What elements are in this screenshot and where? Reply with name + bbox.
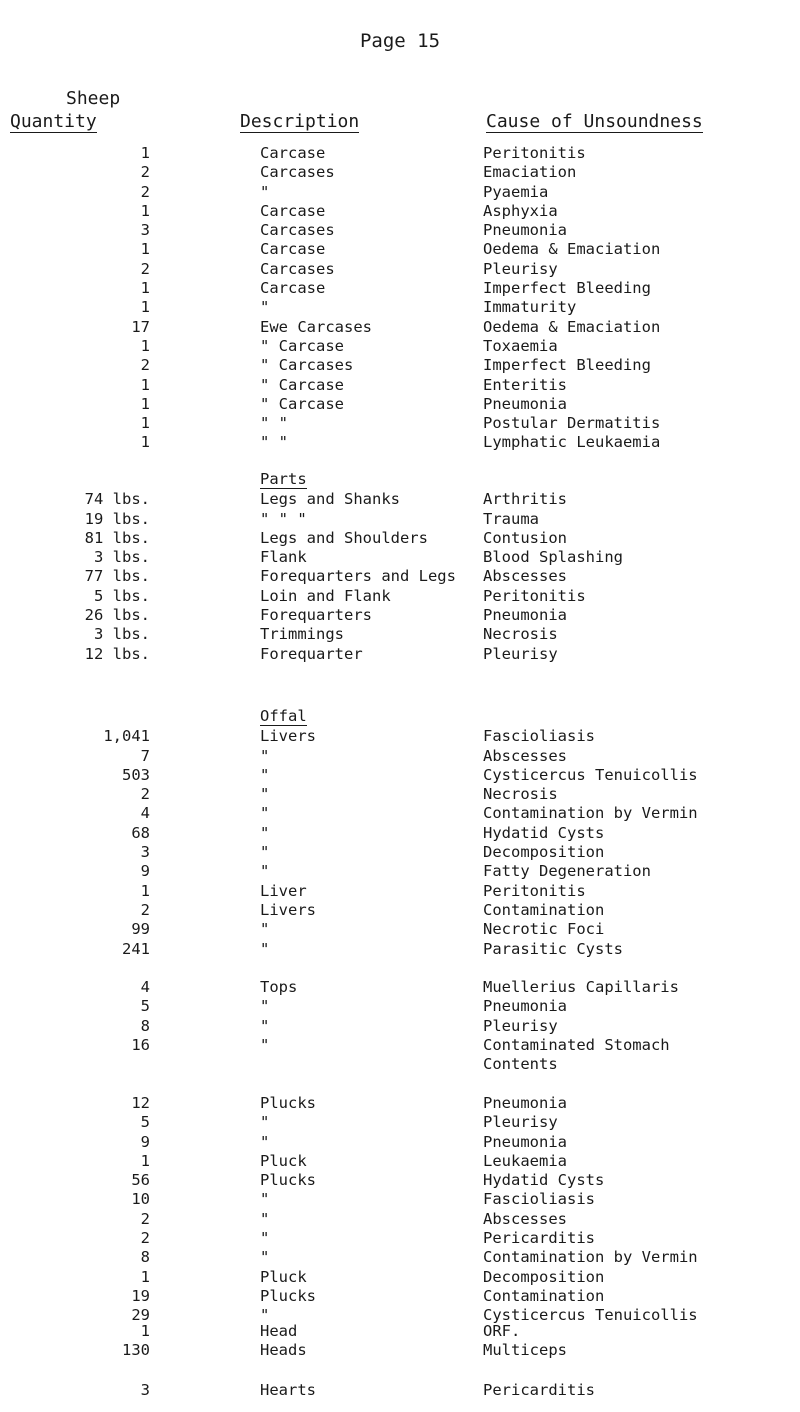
table-row [0, 279, 800, 298]
description-cell: Carcases [260, 163, 335, 182]
quantity-cell: 5 [140, 997, 150, 1016]
cause-cell: Contamination [483, 1286, 605, 1305]
table-row [0, 1036, 800, 1055]
quantity-cell: 10 [131, 1190, 150, 1209]
description-cell: Plucks [260, 1286, 316, 1305]
table-row [0, 1268, 800, 1287]
description-cell: Head [260, 1322, 298, 1340]
quantity-cell: 1 [140, 414, 150, 433]
cause-cell: Contamination by Vermin [483, 1248, 698, 1267]
description-cell: Flank [260, 548, 307, 567]
heads-section [0, 1322, 800, 1361]
cause-cell: Emaciation [483, 163, 577, 182]
quantity-cell: 8 [140, 1248, 150, 1267]
cause-header: Cause of Unsoundness [486, 111, 703, 132]
cause-cell: Pneumonia [483, 1094, 567, 1112]
table-row [0, 727, 800, 746]
description-cell: " [260, 843, 270, 862]
table-row [0, 490, 800, 509]
quantity-cell: 2 [140, 900, 150, 919]
cause-cell: Cysticercus Tenuicollis [483, 1306, 698, 1325]
table-row [0, 1210, 800, 1229]
quantity-cell: 1 [140, 1267, 150, 1286]
description-cell: " [260, 765, 270, 784]
quantity-cell: 26 lbs. [84, 606, 150, 625]
animal-subtitle: Sheep [66, 88, 121, 109]
table-row [0, 645, 800, 664]
table-row [0, 1171, 800, 1190]
description-cell: Plucks [260, 1094, 316, 1112]
quantity-cell: 17 [131, 317, 150, 336]
quantity-cell: 1 [140, 433, 150, 452]
cause-cell: Pneumonia [483, 221, 567, 240]
quantity-cell: 1 [140, 298, 150, 317]
cause-cell: Pleurisy [483, 1016, 558, 1035]
table-row [0, 747, 800, 766]
table-row [0, 766, 800, 785]
quantity-cell: 130 [122, 1341, 150, 1360]
cause-cell: Fatty Degeneration [483, 862, 651, 881]
table-row [0, 882, 800, 901]
cause-cell: Pleurisy [483, 644, 558, 663]
cause-cell: Immaturity [483, 298, 577, 317]
quantity-cell: 3 [140, 1381, 150, 1399]
description-cell: " [260, 1016, 270, 1035]
table-row [0, 901, 800, 920]
table-row [0, 843, 800, 862]
cause-cell: Toxaemia [483, 336, 558, 355]
cause-cell: Abscesses [483, 746, 567, 765]
description-cell: Forequarters [260, 606, 372, 625]
description-cell: " [260, 1248, 270, 1267]
cause-cell: Contamination by Vermin [483, 804, 698, 823]
description-cell: Hearts [260, 1381, 316, 1399]
description-cell: Legs and Shanks [260, 490, 400, 509]
cause-cell: Asphyxia [483, 201, 558, 220]
table-row [0, 862, 800, 881]
cause-cell: Muellerius Capillaris [483, 978, 679, 996]
quantity-cell: 19 [131, 1286, 150, 1305]
quantity-cell: 1 [140, 240, 150, 259]
offal-section [0, 708, 800, 959]
quantity-cell: 7 [140, 746, 150, 765]
description-cell: " [260, 1035, 270, 1054]
table-row [0, 1248, 800, 1267]
cause-cell: Peritonitis [483, 881, 586, 900]
quantity-cell: 3 lbs. [94, 548, 150, 567]
cause-cell: Contusion [483, 528, 567, 547]
quantity-cell: 3 [140, 221, 150, 240]
cause-cell: Necrotic Foci [483, 920, 605, 939]
description-cell: Legs and Shoulders [260, 528, 428, 547]
table-row [0, 1322, 800, 1341]
description-cell: " [260, 298, 270, 317]
cause-cell: Cysticercus Tenuicollis [483, 765, 698, 784]
cause-cell: Pyaemia [483, 182, 549, 201]
quantity-cell: 1,041 [103, 727, 150, 746]
cause-cell: Pneumonia [483, 606, 567, 625]
parts-section [0, 471, 800, 664]
quantity-cell: 99 [131, 920, 150, 939]
quantity-cell: 56 [131, 1171, 150, 1190]
carcases-section [0, 144, 800, 453]
description-cell: " [260, 939, 270, 958]
description-cell: " " [260, 414, 288, 433]
table-row [0, 414, 800, 433]
quantity-cell: 2 [140, 785, 150, 804]
table-row [0, 356, 800, 375]
cause-cell: Contents [483, 1055, 558, 1074]
description-cell: " [260, 823, 270, 842]
table-row [0, 298, 800, 317]
table-row [0, 587, 800, 606]
cause-cell: Fascioliasis [483, 1190, 595, 1209]
description-cell: " [260, 804, 270, 823]
quantity-cell: 1 [140, 336, 150, 355]
cause-cell: Pleurisy [483, 1113, 558, 1132]
table-row [0, 785, 800, 804]
cause-cell: Contaminated Stomach [483, 1035, 670, 1054]
page-number: Page 15 [359, 30, 441, 52]
cause-cell: Abscesses [483, 567, 567, 586]
cause-cell: Pneumonia [483, 997, 567, 1016]
table-row [0, 1017, 800, 1036]
table-row [0, 144, 800, 163]
quantity-cell: 68 [131, 823, 150, 842]
table-row [0, 804, 800, 823]
cause-cell: Pneumonia [483, 1132, 567, 1151]
description-cell: Pluck [260, 1267, 307, 1286]
parts-heading-row [0, 471, 800, 490]
parts-rows [0, 490, 800, 664]
table-row [0, 606, 800, 625]
table-row [0, 376, 800, 395]
description-cell: Tops [260, 978, 298, 996]
table-row [0, 824, 800, 843]
cause-cell: Leukaemia [483, 1151, 567, 1170]
cause-cell: Decomposition [483, 843, 605, 862]
description-cell: Plucks [260, 1171, 316, 1190]
table-row [0, 1381, 800, 1400]
description-cell: Livers [260, 727, 316, 746]
description-cell: Carcase [260, 240, 326, 259]
table-row [0, 395, 800, 414]
quantity-cell: 74 lbs. [84, 490, 150, 509]
cause-cell: Lymphatic Leukaemia [483, 433, 661, 452]
description-cell: Loin and Flank [260, 586, 391, 605]
cause-cell: Peritonitis [483, 144, 586, 162]
quantity-cell: 12 lbs. [84, 644, 150, 663]
cause-cell: Pleurisy [483, 259, 558, 278]
cause-cell: Oedema & Emaciation [483, 240, 661, 259]
quantity-cell: 503 [122, 765, 150, 784]
description-cell: Carcase [260, 201, 326, 220]
quantity-cell: 4 [140, 978, 150, 996]
table-row [0, 318, 800, 337]
description-cell: " Carcase [260, 375, 344, 394]
table-row [0, 183, 800, 202]
table-row [0, 1133, 800, 1152]
table-row [0, 337, 800, 356]
table-row [0, 1287, 800, 1306]
quantity-cell: 3 lbs. [94, 625, 150, 644]
cause-cell: Trauma [483, 509, 539, 528]
quantity-cell: 5 lbs. [94, 586, 150, 605]
parts-heading: Parts [260, 470, 307, 488]
cause-cell: ORF. [483, 1322, 521, 1340]
cause-cell: Imperfect Bleeding [483, 356, 651, 375]
quantity-cell: 12 [131, 1094, 150, 1112]
table-row [0, 920, 800, 939]
table-row [0, 1229, 800, 1248]
description-cell: " [260, 1229, 270, 1248]
description-cell: Carcase [260, 279, 326, 298]
table-row [0, 625, 800, 644]
cause-cell: Contamination [483, 900, 605, 919]
description-cell: " [260, 1190, 270, 1209]
cause-cell: Necrosis [483, 785, 558, 804]
cause-cell: Peritonitis [483, 586, 586, 605]
table-row [0, 1055, 800, 1074]
description-cell: " [260, 785, 270, 804]
table-row [0, 1094, 800, 1113]
description-cell: " [260, 746, 270, 765]
description-cell: Ewe Carcases [260, 317, 372, 336]
cause-cell: Fascioliasis [483, 727, 595, 746]
table-row [0, 978, 800, 997]
description-cell: " [260, 997, 270, 1016]
offal-heading: Offal [260, 707, 307, 725]
quantity-cell: 1 [140, 201, 150, 220]
table-row [0, 202, 800, 221]
description-cell: " [260, 182, 270, 201]
quantity-cell: 8 [140, 1016, 150, 1035]
cause-cell: Pneumonia [483, 394, 567, 413]
table-row [0, 940, 800, 959]
description-cell: " [260, 920, 270, 939]
quantity-cell: 19 lbs. [84, 509, 150, 528]
cause-cell: Oedema & Emaciation [483, 317, 661, 336]
cause-cell: Hydatid Cysts [483, 823, 605, 842]
description-cell: Carcases [260, 221, 335, 240]
quantity-cell: 1 [140, 394, 150, 413]
cause-cell: Decomposition [483, 1267, 605, 1286]
description-cell: Pluck [260, 1151, 307, 1170]
table-row [0, 510, 800, 529]
hearts-section [0, 1381, 800, 1400]
livers-rows [0, 727, 800, 959]
cause-cell: Necrosis [483, 625, 558, 644]
table-row [0, 1152, 800, 1171]
quantity-cell: 1 [140, 881, 150, 900]
description-cell: Forequarters and Legs [260, 567, 456, 586]
quantity-cell: 2 [140, 163, 150, 182]
offal-heading-row [0, 708, 800, 727]
table-row [0, 997, 800, 1016]
quantity-cell: 29 [131, 1306, 150, 1325]
description-cell: Trimmings [260, 625, 344, 644]
cause-cell: Abscesses [483, 1209, 567, 1228]
tops-section [0, 978, 800, 1074]
quantity-cell: 4 [140, 804, 150, 823]
description-cell: Heads [260, 1341, 307, 1360]
description-cell: " Carcase [260, 394, 344, 413]
description-cell: " [260, 1209, 270, 1228]
description-cell: " [260, 1306, 270, 1325]
quantity-header: Quantity [10, 111, 97, 132]
table-row [0, 1190, 800, 1209]
cause-cell: Pericarditis [483, 1229, 595, 1248]
description-header: Description [240, 111, 360, 132]
quantity-cell: 1 [140, 1151, 150, 1170]
description-cell: " Carcases [260, 356, 354, 375]
cause-cell: Postular Dermatitis [483, 414, 661, 433]
description-cell: " [260, 1132, 270, 1151]
table-row [0, 240, 800, 259]
table-row [0, 433, 800, 452]
table-row [0, 1341, 800, 1360]
quantity-cell: 1 [140, 375, 150, 394]
table-row [0, 1113, 800, 1132]
quantity-cell: 81 lbs. [84, 528, 150, 547]
description-cell: " " [260, 433, 288, 452]
description-cell: Forequarter [260, 644, 363, 663]
description-cell: " " " [260, 509, 307, 528]
quantity-cell: 2 [140, 259, 150, 278]
plucks-section [0, 1094, 800, 1326]
cause-cell: Pericarditis [483, 1381, 595, 1399]
quantity-cell: 9 [140, 862, 150, 881]
quantity-cell: 2 [140, 1209, 150, 1228]
table-row [0, 548, 800, 567]
description-cell: " [260, 1113, 270, 1132]
quantity-cell: 9 [140, 1132, 150, 1151]
description-cell: " [260, 862, 270, 881]
quantity-cell: 16 [131, 1035, 150, 1054]
cause-cell: Multiceps [483, 1341, 567, 1360]
quantity-cell: 2 [140, 356, 150, 375]
table-row [0, 529, 800, 548]
cause-cell: Parasitic Cysts [483, 939, 623, 958]
description-cell: " Carcase [260, 336, 344, 355]
cause-cell: Hydatid Cysts [483, 1171, 605, 1190]
cause-cell: Imperfect Bleeding [483, 279, 651, 298]
table-row [0, 567, 800, 586]
description-cell: Livers [260, 900, 316, 919]
quantity-cell: 1 [140, 1322, 150, 1340]
cause-cell: Arthritis [483, 490, 567, 509]
quantity-cell: 1 [140, 279, 150, 298]
quantity-cell: 1 [140, 144, 150, 162]
description-cell: Carcase [260, 144, 326, 162]
cause-cell: Blood Splashing [483, 548, 623, 567]
quantity-cell: 5 [140, 1113, 150, 1132]
quantity-cell: 77 lbs. [84, 567, 150, 586]
table-row [0, 221, 800, 240]
quantity-cell: 3 [140, 843, 150, 862]
table-row [0, 163, 800, 182]
description-cell: Carcases [260, 259, 335, 278]
quantity-cell: 241 [122, 939, 150, 958]
quantity-cell: 2 [140, 182, 150, 201]
quantity-cell: 2 [140, 1229, 150, 1248]
table-row [0, 260, 800, 279]
cause-cell: Enteritis [483, 375, 567, 394]
description-cell: Liver [260, 881, 307, 900]
